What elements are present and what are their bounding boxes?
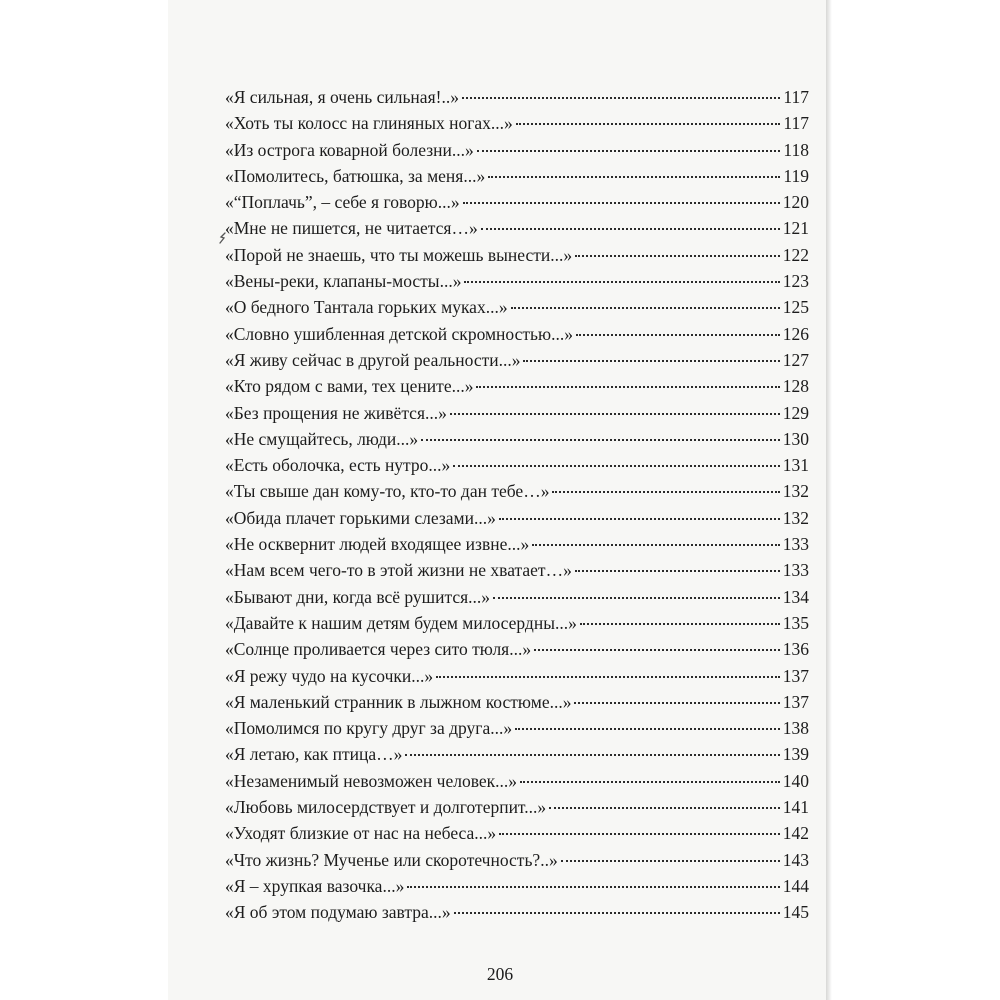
toc-entry-page-number: 118 <box>783 139 809 160</box>
toc-entry-title: «Давайте к нашим детям будем милосердны...» <box>225 612 577 633</box>
toc-entry-page-number: 120 <box>782 192 809 213</box>
dot-leader <box>493 597 780 599</box>
dot-leader <box>516 123 781 125</box>
toc-entry-page-number: 121 <box>782 218 809 239</box>
dot-leader <box>576 334 780 336</box>
dot-leader <box>464 281 779 283</box>
dot-leader <box>532 544 780 546</box>
toc-entry-title: «Хоть ты колосс на глиняных ногах...» <box>225 113 513 134</box>
toc-entry-title: «Я живу сейчас в другой реальности...» <box>225 349 521 370</box>
toc-entry <box>225 613 809 639</box>
toc-entry-page-number: 145 <box>782 902 809 923</box>
toc-entry <box>225 797 809 823</box>
dot-leader <box>499 833 780 835</box>
toc-entry <box>225 639 809 665</box>
toc-entry <box>225 876 809 902</box>
toc-entry-title: «Я маленький странник в лыжном костюме...» <box>225 691 572 712</box>
toc-entry <box>225 692 809 718</box>
toc-entry-page-number: 133 <box>782 534 809 555</box>
toc-entry <box>225 587 809 613</box>
toc-entry-page-number: 143 <box>782 849 809 870</box>
toc-entry-title: «Нам всем чего-то в этой жизни не хватает…» <box>225 560 572 581</box>
toc-entry-title: «Я режу чудо на кусочки...» <box>225 665 434 686</box>
toc-entry-page-number: 122 <box>782 244 809 265</box>
toc-entry-page-number: 137 <box>782 665 809 686</box>
dot-leader <box>436 676 780 678</box>
toc-entry-page-number: 123 <box>782 271 809 292</box>
page-number: 206 <box>486 964 514 984</box>
toc-entry-title: «Уходят близкие от нас на небеса...» <box>225 823 497 844</box>
toc-entry <box>225 403 809 429</box>
toc-entry-page-number: 135 <box>782 612 809 633</box>
toc-entry <box>225 140 809 166</box>
toc-entry-title: «Из острога коварной болезни...» <box>225 139 474 160</box>
toc-entry-title: «Не смущайтесь, люди...» <box>225 428 419 449</box>
toc-entry-title: «Вены-реки, клапаны-мосты...» <box>225 271 462 292</box>
dot-leader <box>463 202 780 204</box>
toc-entry-title: «Без прощения не живётся...» <box>225 402 447 423</box>
toc-entry-page-number: 141 <box>782 797 809 818</box>
toc-entry-page-number: 138 <box>782 718 809 739</box>
toc-entry-page-number: 140 <box>782 770 809 791</box>
toc-entry <box>225 560 809 586</box>
dot-leader <box>407 886 779 888</box>
toc-entry-page-number: 133 <box>782 560 809 581</box>
toc-entry <box>225 455 809 481</box>
toc-entry-title: «Кто рядом с вами, тех цените...» <box>225 376 474 397</box>
toc-entry-title: «Помолимся по кругу друг за друга...» <box>225 718 513 739</box>
toc-entry-page-number: 131 <box>782 455 809 476</box>
dot-leader <box>575 570 780 572</box>
toc-entry-page-number: 137 <box>782 691 809 712</box>
toc-entry-page-number: 117 <box>783 113 809 134</box>
toc-entry-title: «“Поплачь”, – себе я говорю...» <box>225 192 460 213</box>
toc-entry-title: «Мне не пишется, не читается…» <box>225 218 478 239</box>
toc-entry-title: «Я летаю, как птица…» <box>225 744 403 765</box>
dot-leader <box>534 649 780 651</box>
dot-leader <box>561 860 780 862</box>
toc-entry <box>225 192 809 218</box>
toc-entry-page-number: 132 <box>782 507 809 528</box>
toc-entry-title: «Я – хрупкая вазочка...» <box>225 875 405 896</box>
dot-leader <box>421 439 780 441</box>
toc-entry-title: «Словно ушибленная детской скромностью...» <box>225 323 573 344</box>
toc-entry-title: «Обида плачет горькими слезами...» <box>225 507 496 528</box>
toc-entry <box>225 823 809 849</box>
toc-entry-page-number: 117 <box>783 87 809 107</box>
toc-entry <box>225 508 809 534</box>
dot-leader <box>453 465 779 467</box>
toc-entry-page-number: 130 <box>782 428 809 449</box>
toc-entry-title: «Я об этом подумаю завтра...» <box>225 902 451 923</box>
toc-entry <box>225 666 809 692</box>
toc-entry-title: «Не осквернит людей входящее извне...» <box>225 534 530 555</box>
dot-leader <box>450 413 780 415</box>
toc-entry <box>225 718 809 744</box>
toc-entry-title: «Есть оболочка, есть нутро...» <box>225 455 451 476</box>
toc-entry <box>225 850 809 876</box>
dot-leader <box>575 255 780 257</box>
toc-entry-page-number: 126 <box>782 323 809 344</box>
dot-leader <box>552 491 779 493</box>
dot-leader <box>481 228 780 230</box>
toc-entry-page-number: 125 <box>782 297 809 318</box>
dot-leader <box>499 518 780 520</box>
toc-entry-title: «Бывают дни, когда всё рушится...» <box>225 586 491 607</box>
dot-leader <box>454 912 780 914</box>
toc-entry <box>225 481 809 507</box>
toc-entry <box>225 744 809 770</box>
dot-leader <box>515 728 780 730</box>
toc-entry <box>225 534 809 560</box>
toc-entry <box>225 350 809 376</box>
toc-entry <box>225 771 809 797</box>
dot-leader <box>476 386 779 388</box>
toc-entry <box>225 87 809 113</box>
dot-leader <box>520 781 780 783</box>
toc-entry <box>225 271 809 297</box>
toc-entry <box>225 902 809 928</box>
toc-entry-page-number: 129 <box>782 402 809 423</box>
dot-leader <box>462 97 780 99</box>
toc-entry-page-number: 136 <box>782 639 809 660</box>
dot-leader <box>511 307 780 309</box>
toc-entry-title: «Незаменимый невозможен человек...» <box>225 770 517 791</box>
dot-leader <box>488 176 780 178</box>
dot-leader <box>580 623 780 625</box>
dot-leader <box>405 754 779 756</box>
table-of-contents <box>225 87 809 929</box>
toc-entry <box>225 376 809 402</box>
toc-entry-title: «О бедного Тантала горьких муках...» <box>225 297 508 318</box>
toc-entry <box>225 113 809 139</box>
toc-entry <box>225 166 809 192</box>
dot-leader <box>477 150 781 152</box>
toc-entry-title: «Помолитесь, батюшка, за меня...» <box>225 165 486 186</box>
toc-entry-page-number: 127 <box>782 349 809 370</box>
toc-entry-page-number: 139 <box>782 744 809 765</box>
toc-entry <box>225 324 809 350</box>
toc-entry-page-number: 132 <box>782 481 809 502</box>
toc-entry <box>225 429 809 455</box>
toc-entry-title: «Солнце проливается через сито тюля...» <box>225 639 532 660</box>
toc-entry <box>225 245 809 271</box>
toc-entry-page-number: 119 <box>783 165 809 186</box>
page-edge-shadow <box>826 0 832 1000</box>
toc-entry-page-number: 128 <box>782 376 809 397</box>
dot-leader <box>523 360 779 362</box>
dot-leader <box>574 702 779 704</box>
toc-entry-title: «Любовь милосердствует и долготерпит...» <box>225 797 547 818</box>
toc-entry-title: «Ты свыше дан кому-то, кто-то дан тебе…» <box>225 481 550 502</box>
toc-entry-title: «Я сильная, я очень сильная!..» <box>225 87 459 107</box>
toc-entry-page-number: 144 <box>782 875 809 896</box>
toc-entry <box>225 297 809 323</box>
dot-leader <box>549 807 780 809</box>
toc-entry <box>225 218 809 244</box>
toc-entry-title: «Что жизнь? Мученье или скоротечность?..» <box>225 849 558 870</box>
toc-entry-title: «Порой не знаешь, что ты можешь вынести...» <box>225 244 573 265</box>
toc-entry-page-number: 142 <box>782 823 809 844</box>
toc-entry-page-number: 134 <box>782 586 809 607</box>
